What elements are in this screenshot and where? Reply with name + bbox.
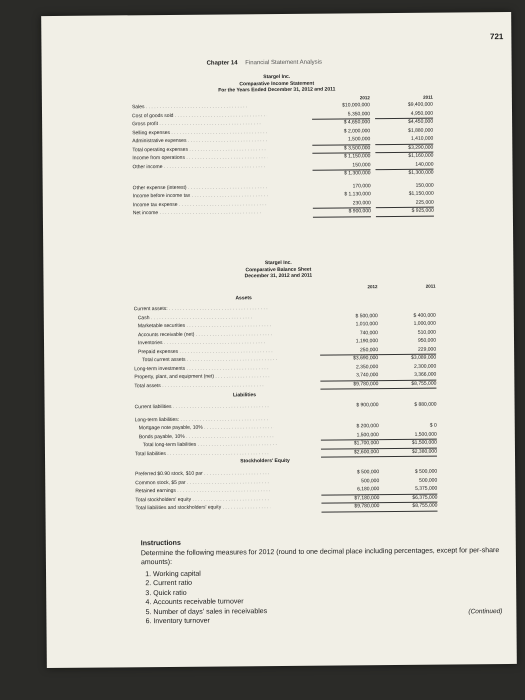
liability-row-2012-value: $2,600,000 bbox=[321, 448, 379, 458]
asset-row-2012-value: $3,690,000 bbox=[353, 355, 379, 362]
equity-heading: Stockholders' Equity bbox=[240, 457, 290, 465]
income-row-2012-value: $ 1,300,000 bbox=[344, 170, 371, 177]
liability-row-label: Total liabilities . . . bbox=[135, 449, 270, 459]
income-row-2012-value: 230,000 bbox=[313, 199, 371, 209]
asset-row-2011-value: $3,089,000 bbox=[411, 354, 437, 361]
asset-row-label: Prepaid expenses . . . bbox=[134, 347, 273, 357]
income-period: For the Years Ended December 31, 2012 and 2011 bbox=[218, 86, 336, 94]
asset-row-2011-value: 2,300,000 bbox=[413, 363, 437, 370]
income-row-label: Income tax expense . . . bbox=[133, 200, 268, 210]
measure-item: 6. Inventory turnover bbox=[153, 614, 501, 627]
measure-item: 1. Working capital bbox=[153, 567, 501, 580]
equity-row-2011-value: 500,000 bbox=[419, 477, 438, 484]
liability-row bbox=[135, 447, 445, 458]
balance-sheet-title bbox=[43, 258, 513, 282]
asset-row-label: Current assets: . . . bbox=[134, 304, 269, 314]
asset-row-2011-value: 1,000,000 bbox=[413, 320, 436, 327]
asset-row-2012-value: $ 500,000 bbox=[355, 312, 378, 319]
income-row-label: Total operating expenses . . . bbox=[132, 145, 267, 155]
income-company: Stargel Inc. bbox=[263, 73, 291, 81]
asset-row-2011-value: $ 400,000 bbox=[413, 312, 436, 319]
liability-row bbox=[135, 401, 445, 412]
measure-item: 5. Number of days' sales in receivables bbox=[153, 605, 501, 618]
income-row-2011-value: $4,450,000 bbox=[408, 118, 434, 125]
asset-row-label: Cash . . . bbox=[134, 313, 273, 323]
income-row-2011-value: $ 925,000 bbox=[376, 207, 434, 217]
income-row-2011-value: $1,150,000 bbox=[408, 190, 434, 197]
asset-row bbox=[134, 379, 444, 390]
income-row-2011-value: 150,000 bbox=[415, 182, 434, 189]
asset-row-label: Property, plant, and equipment (net) . . . bbox=[134, 372, 269, 382]
income-row-2012-value: $ 3,500,000 bbox=[312, 144, 370, 154]
asset-row-2012-value: 740,000 bbox=[359, 329, 378, 336]
income-row-label: Net income . . . bbox=[133, 208, 268, 218]
income-year-2012: 2012 bbox=[359, 95, 370, 101]
asset-row-2012-value: $9,780,000 bbox=[320, 380, 378, 390]
asset-row-label: Inventories . . . bbox=[134, 338, 273, 348]
continued-note: (Continued) bbox=[468, 608, 503, 616]
liability-row-label: Mortgage note payable, 10% . . . bbox=[135, 423, 274, 433]
balance-year-2011: 2011 bbox=[425, 283, 436, 289]
chapter-label: Chapter 14 bbox=[206, 60, 238, 67]
liability-row-label: Long-term liabilities: . . . bbox=[135, 415, 270, 425]
asset-row-2012-value: 250,000 bbox=[320, 346, 378, 356]
liability-row-2012-value: $ 900,000 bbox=[356, 402, 379, 409]
assets-heading: Assets bbox=[235, 295, 252, 302]
balance-sheet-name: Comparative Balance Sheet bbox=[245, 266, 312, 273]
measure-item: 2. Current ratio bbox=[153, 576, 501, 589]
income-row-label: Administrative expenses . . . bbox=[132, 136, 267, 146]
income-row-label: Income before income tax . . . bbox=[133, 191, 268, 201]
income-row-2011-value: 140,000 bbox=[375, 160, 433, 170]
liability-row-label: Bonds payable, 10% . . . bbox=[135, 432, 274, 442]
income-row-2012-value: $10,000,000 bbox=[342, 102, 370, 109]
instructions-text: Determine the following measures for 2012 (round to one decimal place including percentages, except for per-share amounts): bbox=[140, 546, 500, 567]
income-row-2012-value: 150,000 bbox=[312, 161, 370, 171]
liability-row-2011-value bbox=[379, 413, 437, 414]
asset-row-2011-value: 3,366,000 bbox=[378, 371, 436, 381]
income-year-2011: 2011 bbox=[423, 94, 433, 100]
income-row-2012-value: $ 900,000 bbox=[313, 207, 371, 217]
liability-row-2011-value: $2,380,000 bbox=[379, 447, 437, 457]
income-row-2012-value: $ 1,150,000 bbox=[343, 153, 371, 160]
income-row-2011-value: $9,400,000 bbox=[407, 101, 433, 108]
income-row-label: Income from operations . . . bbox=[132, 153, 267, 163]
equity-row-2012-value: 6,180,000 bbox=[321, 485, 379, 495]
income-row-label: Selling expenses . . . bbox=[132, 128, 267, 138]
asset-row-2011-value: 229,000 bbox=[378, 345, 436, 355]
income-row-2011-value: $1,300,000 bbox=[408, 169, 434, 176]
asset-row-label: Marketable securities . . . bbox=[134, 321, 273, 331]
liability-row-2011-value: 1,500,000 bbox=[379, 430, 437, 440]
income-row-2012-value: $ 1,130,000 bbox=[344, 191, 371, 198]
asset-row-2012-value: 3,740,000 bbox=[320, 371, 378, 381]
equity-row-2012-value: $7,180,000 bbox=[321, 494, 379, 504]
income-row-2012-value: 170,000 bbox=[352, 182, 371, 189]
chapter-header bbox=[207, 60, 322, 67]
income-row-label: Cost of goods sold . . . bbox=[132, 111, 267, 121]
income-row bbox=[133, 169, 443, 180]
liability-row-2012-value: $ 200,000 bbox=[356, 423, 379, 430]
income-row-2012-value: 5,350,000 bbox=[312, 110, 370, 120]
asset-row-2011-value: $8,755,000 bbox=[378, 379, 436, 389]
equity-row bbox=[135, 502, 445, 513]
income-statement-title bbox=[42, 72, 512, 96]
equity-table bbox=[135, 468, 445, 513]
liability-row-2012-value bbox=[321, 414, 379, 415]
equity-row-2011-value: $8,755,000 bbox=[379, 502, 437, 512]
measure-item: 3. Quick ratio bbox=[153, 586, 501, 599]
asset-row-label: Total assets . . . bbox=[134, 381, 269, 391]
equity-row-2012-value: $ 500,000 bbox=[356, 469, 380, 476]
equity-row-2011-value: $ 500,000 bbox=[414, 468, 438, 475]
asset-row-2011-value bbox=[378, 303, 436, 304]
measure-item: 4. Accounts receivable turnover bbox=[153, 595, 501, 608]
equity-row-label: Retained earnings . . . bbox=[135, 486, 270, 496]
liability-row-2011-value: $ 0 bbox=[429, 422, 437, 429]
income-row-2012-value: $ 4,650,000 bbox=[343, 119, 371, 126]
income-statement-table bbox=[132, 101, 443, 218]
asset-row-label: Total current assets . . . bbox=[134, 355, 277, 365]
asset-row-label: Long-term investments . . . bbox=[134, 364, 269, 374]
liabilities-heading: Liabilities bbox=[232, 392, 257, 399]
income-statement-name: Comparative Income Statement bbox=[239, 80, 315, 87]
income-row-2012-value: 1,500,000 bbox=[312, 135, 370, 145]
liability-row-2012-value: $1,700,000 bbox=[321, 439, 379, 449]
income-row-2011-value: $1,880,000 bbox=[408, 127, 434, 134]
liability-row-2012-value: 1,500,000 bbox=[321, 431, 379, 441]
textbook-page bbox=[41, 12, 517, 668]
income-row-2011-value: $1,160,000 bbox=[408, 152, 434, 159]
equity-row-label: Common stock, $5 par . . . bbox=[135, 478, 270, 488]
instructions-heading: Instructions bbox=[140, 539, 181, 548]
asset-row-2011-value: 950,000 bbox=[417, 337, 437, 344]
asset-row-2012-value: 1,010,000 bbox=[355, 321, 378, 328]
income-row-label bbox=[133, 170, 268, 171]
balance-company: Stargel Inc. bbox=[264, 259, 292, 267]
asset-row-2012-value bbox=[320, 303, 378, 304]
asset-row-label: Accounts receivable (net) . . . bbox=[134, 330, 273, 340]
liability-row-label: Current liabilities . . . bbox=[135, 402, 270, 412]
equity-row-label: Preferred $0.90 stock, $10 par . . . bbox=[135, 469, 270, 479]
income-row-label: Other income . . . bbox=[132, 162, 267, 172]
equity-row-2011-value: 5,375,000 bbox=[379, 485, 437, 495]
equity-row-2012-value: 500,000 bbox=[361, 477, 380, 484]
income-row-2011-value: 4,950,000 bbox=[375, 109, 433, 119]
income-row-label: Sales . . . bbox=[132, 102, 267, 112]
income-row-label: Other expense (interest) . . . bbox=[133, 183, 268, 193]
asset-row-2012-value: 2,350,000 bbox=[355, 363, 379, 370]
liability-row-2011-value: $1,500,000 bbox=[379, 439, 437, 449]
equity-row-2011-value: $6,375,000 bbox=[379, 493, 437, 503]
balance-period: December 31, 2012 and 2011 bbox=[244, 272, 313, 280]
equity-row-label: Total liabilities and stockholders' equity . . . bbox=[135, 503, 270, 513]
instructions bbox=[141, 536, 502, 627]
measures-list bbox=[141, 567, 501, 627]
liability-row-label: Total long-term liabilities . . . bbox=[135, 440, 278, 450]
income-row-2011-value: 225,000 bbox=[376, 198, 434, 208]
liability-row-2011-value: $ 880,000 bbox=[414, 401, 437, 408]
liabilities-table bbox=[135, 401, 445, 459]
equity-row-2012-value: $9,780,000 bbox=[321, 502, 379, 512]
asset-row-2012-value: 1,190,000 bbox=[355, 338, 379, 345]
page-number: 721 bbox=[489, 32, 504, 42]
income-row bbox=[133, 207, 443, 218]
income-row-2011-value: 1,410,000 bbox=[375, 135, 433, 145]
income-row-label: Gross profit . . . bbox=[132, 119, 267, 129]
equity-row-label: Total stockholders' equity . . . bbox=[135, 495, 270, 505]
asset-row-2011-value: 510,000 bbox=[417, 329, 436, 336]
assets-table bbox=[134, 303, 445, 391]
income-row-2011-value: $3,290,000 bbox=[375, 143, 433, 153]
income-row-2012-value: $ 2,000,000 bbox=[343, 127, 371, 134]
chapter-title: Financial Statement Analysis bbox=[245, 59, 323, 67]
balance-year-2012: 2012 bbox=[367, 284, 378, 290]
